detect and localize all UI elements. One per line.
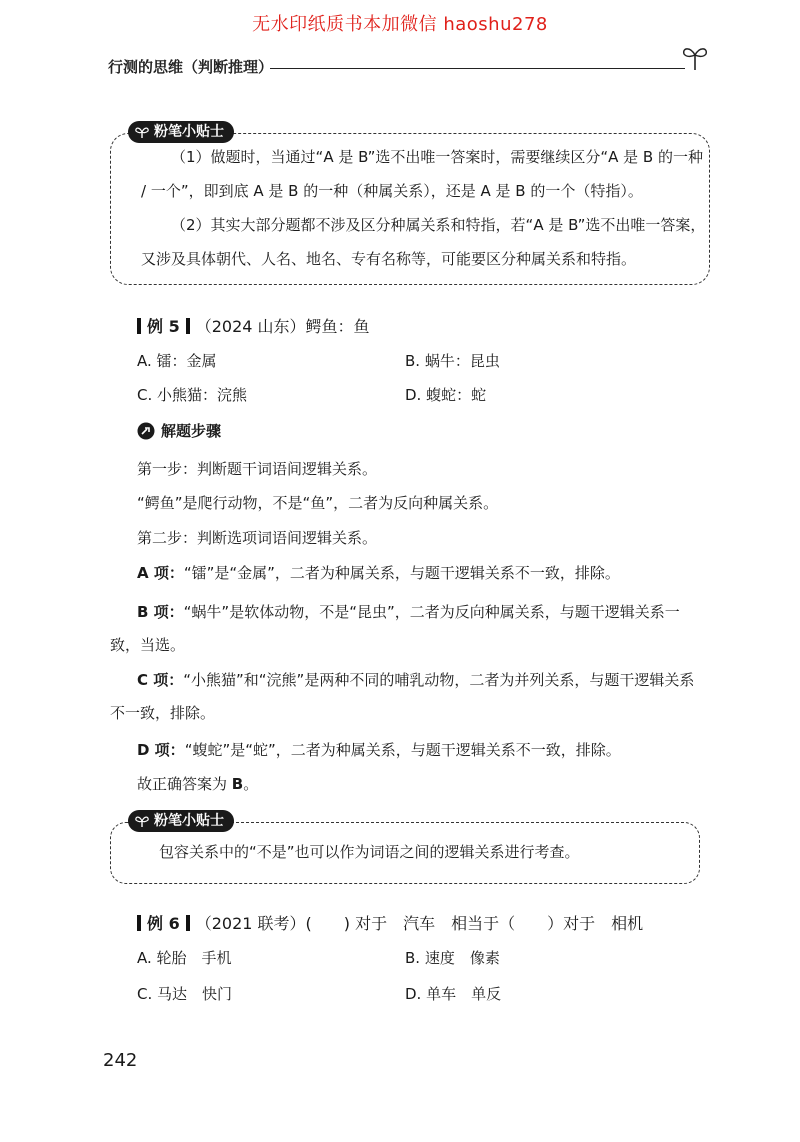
step-1-detail: “鳄鱼”是爬行动物，不是“鱼”，二者为反向种属关系。	[137, 494, 499, 512]
sprout-icon	[134, 125, 150, 139]
tip2-tag-label: 粉笔小贴士	[154, 813, 224, 829]
watermark-text: 无水印纸质书本加微信 haoshu278	[252, 14, 548, 35]
example-6-option-a: A. 轮胎 手机	[137, 949, 232, 967]
example-5-heading	[137, 314, 370, 337]
analysis-a-label: A 项：	[137, 564, 184, 582]
answer-suffix: 。	[243, 775, 259, 793]
tip-box-1	[110, 133, 710, 285]
example-6-label: 例 6	[147, 914, 180, 933]
analysis-d-text: “蝮蛇”是“蛇”，二者为种属关系，与题干逻辑关系不一致，排除。	[184, 741, 621, 759]
step-1: 第一步：判断题干词语间逻辑关系。	[137, 460, 378, 478]
analysis-d-label: D 项：	[137, 741, 185, 759]
header-rule	[270, 68, 685, 69]
answer-prefix: 故正确答案为	[137, 775, 232, 793]
steps-badge-icon	[137, 422, 155, 440]
page-number: 242	[103, 1050, 138, 1071]
analysis-c-text: “小熊猫”和“浣熊”是两种不同的哺乳动物，二者为并列关系，与题干逻辑关系不一致，排除。	[110, 671, 695, 722]
example-6-heading	[137, 911, 643, 934]
bracket-left-icon	[137, 318, 141, 334]
tip1-tag	[128, 121, 234, 143]
tip1-paragraph-1: （1）做题时，当通过“A 是 B”选不出唯一答案时，需要继续区分“A 是 B 的一种 / 一个”，即到底 A 是 B 的一种（种属关系），还是 A 是 B 的一个（特指）。	[141, 148, 703, 200]
example-6-option-b: B. 速度 像素	[405, 949, 500, 967]
bracket-right-icon	[186, 915, 190, 931]
example-5-option-d: D. 蝮蛇：蛇	[405, 386, 487, 404]
analysis-option-a	[137, 562, 667, 583]
page-header-title: 行测的思维（判断推理）	[108, 58, 274, 76]
analysis-option-b	[110, 596, 695, 662]
example-5-source: （2024 山东）鳄鱼：鱼	[195, 317, 370, 336]
analysis-a-text: “镭”是“金属”，二者为种属关系，与题干逻辑关系不一致，排除。	[183, 564, 620, 582]
example-5-option-c: C. 小熊猫：浣熊	[137, 386, 248, 404]
analysis-option-d	[137, 739, 667, 760]
solution-steps-label: 解题步骤	[161, 422, 222, 440]
tip2-text: 包容关系中的“不是”也可以作为词语之间的逻辑关系进行考查。	[159, 843, 580, 861]
example-5-option-b: B. 蜗牛：昆虫	[405, 352, 500, 370]
example-6-option-c: C. 马达 快门	[137, 985, 233, 1003]
sprout-icon	[678, 42, 712, 72]
example-6-option-d: D. 单车 单反	[405, 985, 502, 1003]
step-2: 第二步：判断选项词语间逻辑关系。	[137, 529, 378, 547]
tip1-tag-label: 粉笔小贴士	[154, 124, 224, 140]
answer-letter: B	[231, 775, 244, 793]
analysis-b-label: B 项：	[137, 603, 184, 621]
example-5-option-a: A. 镭：金属	[137, 352, 217, 370]
solution-steps-heading	[137, 420, 221, 441]
analysis-option-c	[110, 664, 695, 730]
bracket-right-icon	[186, 318, 190, 334]
example-5-label: 例 5	[147, 317, 180, 336]
sprout-icon	[134, 814, 150, 828]
tip1-paragraph-2: （2）其实大部分题都不涉及区分种属关系和特指，若“A 是 B”选不出唯一答案，又涉及具体朝代、人名、地名、专有名称等，可能要区分种属关系和特指。	[141, 216, 706, 268]
bracket-left-icon	[137, 915, 141, 931]
example-6-source: （2021 联考）( ) 对于 汽车 相当于（ ）对于 相机	[195, 914, 644, 933]
tip2-tag	[128, 810, 234, 832]
answer-line	[137, 773, 258, 794]
analysis-b-text: “蜗牛”是软体动物，不是“昆虫”，二者为反向种属关系，与题干逻辑关系一致，当选。	[110, 603, 680, 654]
analysis-c-label: C 项：	[137, 671, 184, 689]
